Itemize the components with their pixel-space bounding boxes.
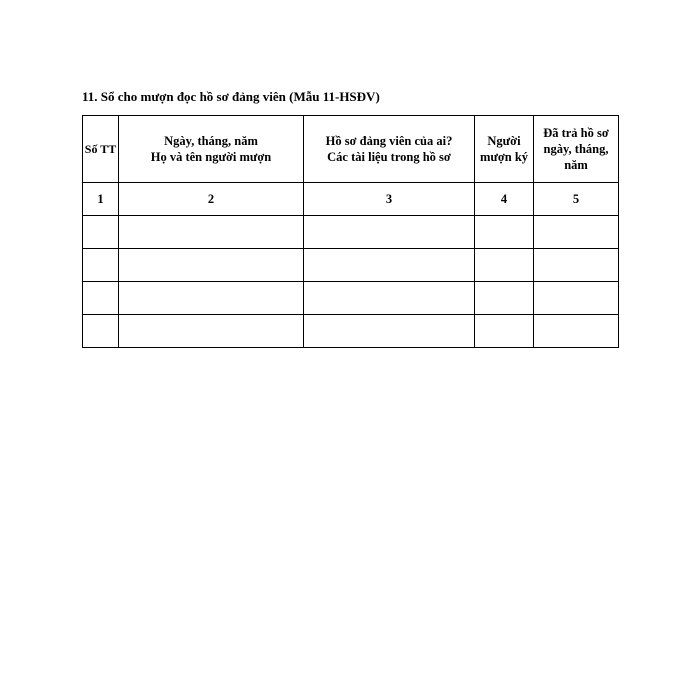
header-cell-serial — [83, 116, 119, 183]
column-number-3: 3 — [304, 183, 475, 216]
table-cell — [304, 315, 475, 348]
header-cell-signature — [475, 116, 534, 183]
table-row — [83, 315, 619, 348]
header-signature-line-2: mượn ký — [479, 150, 529, 164]
table-row — [83, 249, 619, 282]
table-cell — [475, 315, 534, 348]
header-returned-line-2: ngày, tháng, — [543, 142, 609, 156]
table-cell — [119, 315, 304, 348]
table-row — [83, 282, 619, 315]
header-returned-line-3: năm — [564, 158, 588, 172]
table-cell — [534, 249, 619, 282]
loan-register-table — [82, 115, 619, 348]
column-number-row — [83, 183, 619, 216]
table-cell — [119, 282, 304, 315]
header-cell-dossier — [304, 116, 475, 183]
table-cell — [83, 315, 119, 348]
header-signature-line-1: Người — [487, 134, 521, 148]
table-cell — [534, 216, 619, 249]
header-cell-date-borrower — [119, 116, 304, 183]
table-cell — [304, 282, 475, 315]
table-cell — [83, 282, 119, 315]
table-row — [83, 216, 619, 249]
table-header-row — [83, 116, 619, 183]
header-dossier-owner-line: Hồ sơ đảng viên của ai? — [325, 134, 453, 148]
column-number-5: 5 — [534, 183, 619, 216]
table-cell — [119, 249, 304, 282]
header-serial-line: Số TT — [84, 142, 117, 156]
column-number-4: 4 — [475, 183, 534, 216]
table-cell — [475, 282, 534, 315]
header-returned-line-1: Đã trả hồ sơ — [543, 126, 609, 140]
table-cell — [119, 216, 304, 249]
table-cell — [83, 249, 119, 282]
table-cell — [534, 282, 619, 315]
header-date-line: Ngày, tháng, năm — [164, 134, 258, 148]
table-cell — [304, 249, 475, 282]
table-cell — [534, 315, 619, 348]
header-borrower-line: Họ và tên người mượn — [150, 150, 272, 164]
form-title: 11. Sổ cho mượn đọc hồ sơ đảng viên (Mẫu 11-HSĐV) — [82, 89, 380, 104]
header-cell-returned — [534, 116, 619, 183]
header-dossier-docs-line: Các tài liệu trong hồ sơ — [327, 150, 451, 164]
table-cell — [304, 216, 475, 249]
column-number-2: 2 — [119, 183, 304, 216]
column-number-1: 1 — [83, 183, 119, 216]
table-cell — [83, 216, 119, 249]
table-cell — [475, 216, 534, 249]
table-cell — [475, 249, 534, 282]
